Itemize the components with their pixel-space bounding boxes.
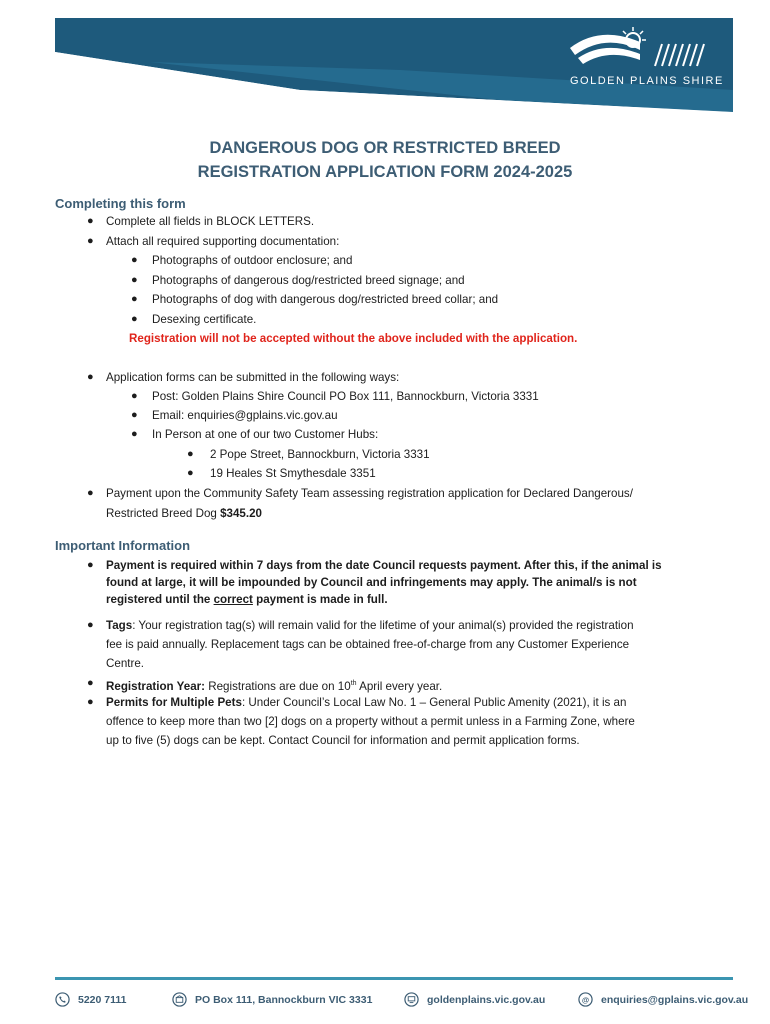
hub-item: 19 Heales St Smythesdale 3351 [210, 467, 376, 480]
footer-email-link[interactable]: enquiries@gplains.vic.gov.au [601, 993, 749, 1006]
warning-text: Registration will not be accepted without the above included with the application. [129, 332, 578, 345]
registration-year-sup: th [350, 680, 357, 687]
page-title [0, 136, 770, 184]
bullet: ● [131, 254, 138, 266]
sub-list-item: Photographs of outdoor enclosure; and [152, 254, 353, 267]
bullet: ● [87, 677, 94, 689]
hub-item: 2 Pope Street, Bannockburn, Victoria 3331 [210, 448, 430, 461]
permits-text: up to five (5) dogs can be kept. Contact Council for information and permit application forms. [106, 734, 580, 747]
permits-text [106, 693, 626, 712]
footer-postal-text: PO Box 111, Bannockburn VIC 3331 [195, 993, 373, 1006]
footer-postal [172, 992, 372, 1007]
payment-text-b: payment is made in full. [252, 593, 388, 606]
bullet: ● [131, 274, 138, 286]
list-item-continued [106, 504, 262, 523]
payment-text: found at large, it will be impounded by Council and infringements may apply. The animal/s is not [106, 576, 637, 589]
bullet: ● [87, 559, 94, 571]
tags-text [106, 616, 634, 635]
title-line-1: DANGEROUS DOG OR RESTRICTED BREED [209, 139, 561, 157]
header-banner [0, 0, 770, 120]
fee-amount: $345.20 [220, 507, 262, 520]
sub-list-item: Photographs of dangerous dog/restricted breed signage; and [152, 274, 465, 287]
bullet: ● [187, 448, 194, 460]
payment-text-underlined: correct [213, 593, 253, 606]
bullet: ● [87, 619, 94, 631]
fee-label: Restricted Breed Dog [106, 507, 221, 520]
at-icon [578, 992, 593, 1007]
bullet: ● [131, 428, 138, 440]
bullet: ● [187, 467, 194, 479]
phone-icon [55, 992, 70, 1007]
list-item: Application forms can be submitted in the following ways: [106, 371, 400, 384]
logo-text: GOLDEN PLAINS SHIRE [570, 75, 724, 87]
bullet: ● [131, 409, 138, 421]
sub-list-item: Photographs of dog with dangerous dog/restricted breed collar; and [152, 293, 499, 306]
bullet: ● [87, 371, 94, 383]
completing-heading: Completing this form [55, 196, 186, 211]
bullet: ● [131, 313, 138, 325]
footer-phone-text: 5220 7111 [78, 993, 127, 1006]
footer-phone [55, 992, 126, 1007]
payment-text-a: registered until the [106, 593, 214, 606]
tags-text: fee is paid annually. Replacement tags can be obtained free-of-charge from any Customer Experience [106, 638, 630, 651]
payment-text: Payment is required within 7 days from the date Council requests payment. After this, if the animal is [106, 559, 662, 572]
tags-label: Tags [106, 619, 133, 632]
footer-email[interactable] [578, 992, 748, 1007]
permits-text: offence to keep more than two [2] dogs on a property without a permit unless in a Farming Zone, where [106, 715, 635, 728]
permits-label: Permits for Multiple Pets [106, 696, 242, 709]
permits-text-1: : Under Council’s Local Law No. 1 – General Public Amenity (2021), it is an [241, 696, 627, 709]
monitor-icon [404, 992, 419, 1007]
bullet: ● [87, 215, 94, 227]
sub-list-item: Desexing certificate. [152, 313, 257, 326]
sub-list-item: Post: Golden Plains Shire Council PO Box 111, Bannockburn, Victoria 3331 [152, 390, 539, 403]
tags-text: Centre. [106, 657, 145, 670]
bullet: ● [87, 487, 94, 499]
important-heading: Important Information [55, 538, 191, 553]
registration-year-a: Registrations are due on 10 [205, 679, 351, 693]
list-item: Complete all fields in BLOCK LETTERS. [106, 215, 315, 228]
sub-list-item: In Person at one of our two Customer Hubs: [152, 428, 379, 441]
payment-text [106, 590, 388, 609]
footer-divider [55, 977, 733, 980]
registration-year-b: April every year. [356, 679, 443, 693]
svg-text:@: @ [581, 995, 590, 1005]
title-line-2: REGISTRATION APPLICATION FORM 2024-2025 [197, 163, 573, 181]
tags-text-1: : Your registration tag(s) will remain valid for the lifetime of your animal(s) provided the registration [132, 619, 634, 632]
footer-web[interactable] [404, 992, 545, 1007]
bullet: ● [131, 293, 138, 305]
list-item: Attach all required supporting documentation: [106, 235, 340, 248]
post-office-icon [172, 992, 187, 1007]
bullet: ● [87, 235, 94, 247]
bullet: ● [87, 696, 94, 708]
bullet: ● [131, 390, 138, 402]
footer-web-link[interactable]: goldenplains.vic.gov.au [427, 993, 546, 1006]
sub-list-item: Email: enquiries@gplains.vic.gov.au [152, 409, 338, 422]
registration-year-label: Registration Year: [106, 679, 206, 693]
list-item: Payment upon the Community Safety Team assessing registration application for Declared Dangerous/ [106, 487, 633, 500]
